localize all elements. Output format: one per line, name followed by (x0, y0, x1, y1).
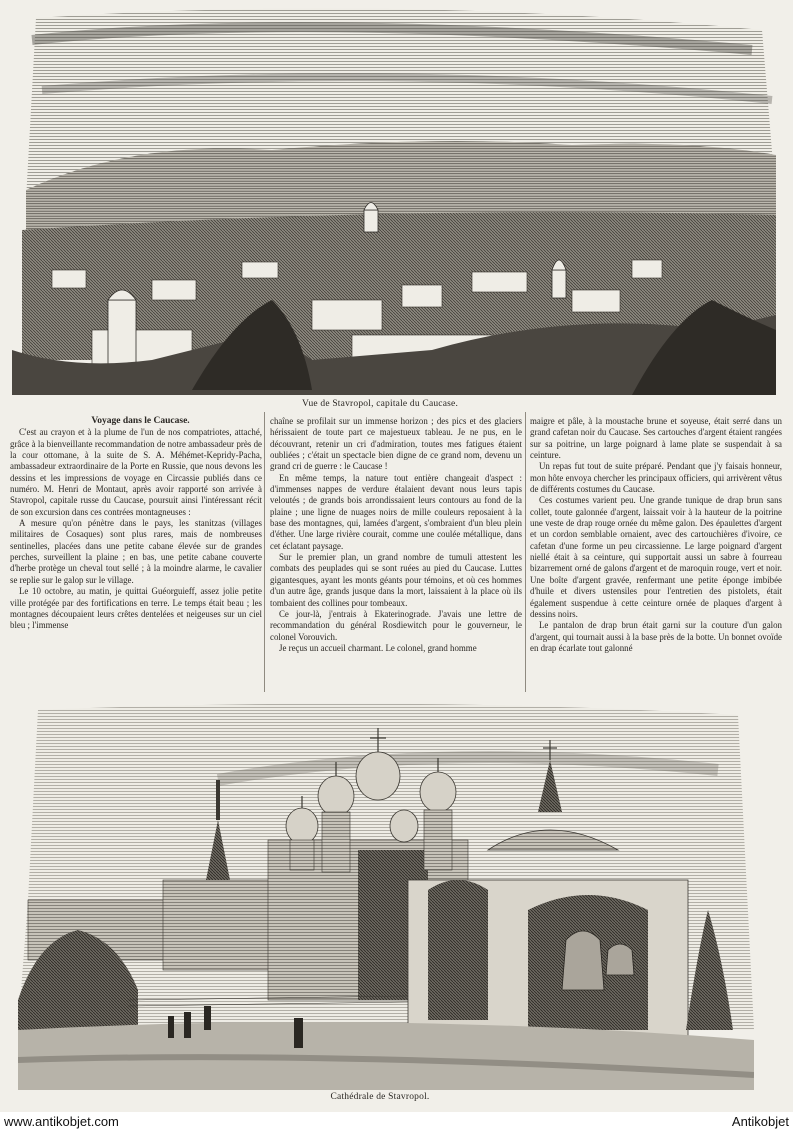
top-illustration-caption: Vue de Stavropol, capitale du Caucase. (301, 399, 459, 409)
column-divider (525, 412, 526, 692)
article-column-2 (270, 416, 522, 692)
paragraph: Je reçus un accueil charmant. Le colonel, grand homme (279, 642, 477, 653)
paragraph: maigre et pâle, à la moustache brune et soyeuse, était serré dans un grand cafetan noir du Caucase. Ses cartouches d'argent étaient rangées sur sa poitrine, un large poignard à lame plate se suspendait à sa ceinture. (530, 416, 782, 461)
paragraph: C'est au crayon et à la plume de l'un de nos compatriotes, attaché, grâce à la bienveillante recommandation de notre ambassadeur près de la cour ottomane, à la suite de S. A. Méhémet-Kepridy-Pacha, ambassadeur extraordinaire de la Porte en Russie, que nous devons les dessins et les impressions de voyage en Circassie publiés dans ce numéro. M. Henri de Montaut, après avoir rapporté son arrivée à Stavropol, capitale russe du Caucase, poursuit ainsi l'intéressant récit de son excursion dans ces contrées montagneuses : (10, 427, 262, 517)
stavropol-view-engraving (12, 0, 776, 395)
paragraph: A mesure qu'on pénètre dans le pays, les stanitzas (villages militaires de Cosaques) sont plus rares, mais de nombreuses sentinelles, placées dans une petite cabane élevée sur de grandes perches, surveillent la plaine ; en bas, une petite cabane couverte d'herbe protège un cheval tout sellé ; à la moindre alarme, le cavalier se replie sur le galop sur le village. (10, 518, 262, 585)
column-divider (264, 412, 265, 692)
article-column-3 (530, 416, 782, 692)
article-column-1 (10, 416, 262, 692)
paragraph: Ces costumes varient peu. Une grande tunique de drap brun sans collet, toute galonnée d'argent, laissait voir à la hauteur de la poitrine une veste de drap rouge ornée du même galon. Des épaulettes d'argent et un cordon semblable ornaient, avec des cartouchières d'ivoire, ce cafetan d'une forme un peu circassienne. Le large poignard d'argent niellé était à sa ceinture, qui supportait aussi un sabre à fourreau bizarrement orné de galons d'argent et de maroquin rouge, vert et noir. Une boîte d'argent gravée, renfermant une petite éponge imbibée d'huile et divers ustensiles pour l'entretien des pistolets, était également suspendue à cette ceinture ornée de plaques d'argent à dessins noirs. (530, 495, 782, 619)
watermark-bar (0, 1112, 793, 1132)
paragraph: chaîne se profilait sur un immense horizon ; des pics et des glaciers hérissaient de toute part ce majestueux tableau. Je ne pus, en le découvrant, retenir un cri d'admiration, toutes mes fatigues étaient oubliées ; c'était un spectacle bien digne de ce grand nom, devenu un grand cri de guerre : le Caucase ! (270, 416, 522, 472)
paragraph: Le 10 octobre, au matin, je quittai Guéorguieff, assez jolie petite ville protégée par des fortifications en terre. Le temps était beau ; les montagnes découpaient leurs crêtes dentelées et neigeuses sur un ciel bleu ; l'immense (10, 586, 262, 631)
cathedral-engraving (18, 700, 754, 1090)
bottom-illustration-caption: Cathédrale de Stavropol. (330, 1092, 430, 1102)
paragraph: Le pantalon de drap brun était garni sur la couture d'un galon d'argent, qui tournait aussi à la base près de la botte. Un bonnet ovoïde en drap écarlate tout galonné (530, 620, 782, 653)
paragraph: Sur le premier plan, un grand nombre de tumuli attestent les combats des peuplades qui se sont ruées au pied du Caucase. Luttes gigantesques, ayant les monts géants pour témoins, et où ces hommes d'un autre âge, grands jusque dans la mort, laissaient à la place où ils tombaient des collines pour tombeaux. (270, 552, 522, 608)
paragraph: En même temps, la nature tout entière changeait d'aspect : d'immenses nappes de verdure étalaient devant nous leurs tapis veloutés ; de grands bois arrondissaient leurs contours au fond de la plaine ; une ligne de nuages noirs de mille couleurs reposaient à la base des montagnes, qui, lamées d'argent, s'ombraient d'un bleu plein d'éther. Une large rivière courait, comme une coulée métallique, dans cet éclatant paysage. (270, 472, 522, 551)
article-headline: Voyage dans le Caucase. (91, 416, 190, 426)
paragraph: Un repas fut tout de suite préparé. Pendant que j'y faisais honneur, mon hôte envoya chercher les principaux officiers, qui arrivèrent vêtus de différents costumes du Caucase. (530, 461, 782, 495)
paragraph: Ce jour-là, j'entrais à Ekaterinograde. J'avais une lettre de recommandation du général Rosdiewitch pour le gouverneur, le colonel Vorouvich. (270, 608, 522, 642)
watermark-url: www.antikobjet.com (4, 1114, 119, 1129)
watermark-brand: Antikobjet (731, 1114, 789, 1129)
